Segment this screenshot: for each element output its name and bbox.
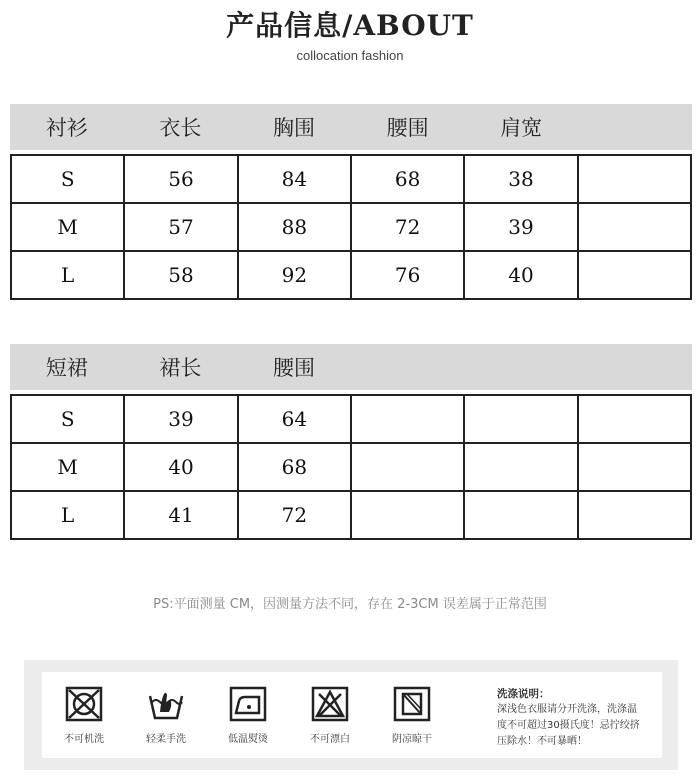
table-cell: 76 xyxy=(352,252,465,298)
table-cell: 68 xyxy=(239,444,352,490)
shirt-table-body xyxy=(10,154,692,300)
gentle-hand-wash-icon xyxy=(147,686,185,722)
header-cell: 胸围 xyxy=(272,116,315,140)
table-cell xyxy=(579,444,692,490)
care-label: 低温熨烫 xyxy=(228,734,268,745)
care-instructions-panel xyxy=(24,660,678,770)
table-cell xyxy=(579,396,692,442)
table-cell: 88 xyxy=(239,204,352,250)
table-cell xyxy=(579,204,692,250)
table-cell: 72 xyxy=(239,492,352,538)
table-row xyxy=(12,252,692,300)
care-item xyxy=(380,686,444,745)
table-cell: 58 xyxy=(125,252,238,298)
table-cell: 38 xyxy=(465,156,578,202)
care-label: 轻柔手洗 xyxy=(146,734,186,745)
table-cell: 39 xyxy=(465,204,578,250)
table-cell: 72 xyxy=(352,204,465,250)
skirt-table-body xyxy=(10,394,692,540)
table-cell: M xyxy=(12,444,125,490)
care-item xyxy=(52,686,116,745)
table-row xyxy=(12,156,692,204)
care-label: 不可机洗 xyxy=(64,734,104,745)
table-cell: M xyxy=(12,204,125,250)
table-cell: 68 xyxy=(352,156,465,202)
header-cell: 腰围 xyxy=(272,356,315,380)
care-label: 不可漂白 xyxy=(310,734,350,745)
header-cell: 裙长 xyxy=(159,356,202,380)
header-cell: 腰围 xyxy=(386,116,429,140)
table-cell: 56 xyxy=(125,156,238,202)
table-cell xyxy=(352,492,465,538)
table-cell: 92 xyxy=(239,252,352,298)
header-cell: 短裙 xyxy=(45,356,88,380)
table-cell xyxy=(579,252,692,298)
table-cell: L xyxy=(12,252,125,298)
table-cell: S xyxy=(12,156,125,202)
wash-instructions-line: 度不可超过30摄氏度！忌拧绞挤 xyxy=(497,720,640,731)
page-subtitle: collocation fashion xyxy=(296,48,404,63)
table-cell xyxy=(352,444,465,490)
table-cell xyxy=(465,396,578,442)
care-item xyxy=(134,686,198,745)
header-cell: 肩宽 xyxy=(500,116,543,140)
care-item xyxy=(298,686,362,745)
wash-instructions-line: 压除水！不可暴晒！ xyxy=(497,736,587,747)
header-cell: 衣长 xyxy=(159,116,202,140)
table-cell: L xyxy=(12,492,125,538)
table-row xyxy=(12,444,692,492)
table-cell: 39 xyxy=(125,396,238,442)
shade-dry-icon xyxy=(393,686,431,722)
wash-instructions-title: 洗涤说明： xyxy=(497,688,550,700)
table-cell: 40 xyxy=(465,252,578,298)
table-cell xyxy=(579,492,692,538)
wash-instructions xyxy=(497,686,657,750)
shirt-size-table xyxy=(10,104,692,300)
no-bleach-icon xyxy=(311,686,349,722)
table-row xyxy=(12,492,692,540)
table-cell: 64 xyxy=(239,396,352,442)
table-cell: S xyxy=(12,396,125,442)
no-machine-wash-icon xyxy=(65,686,103,722)
care-item xyxy=(216,686,280,745)
table-cell: 84 xyxy=(239,156,352,202)
skirt-table-header xyxy=(10,344,692,390)
table-cell: 41 xyxy=(125,492,238,538)
table-cell xyxy=(579,156,692,202)
table-row xyxy=(12,204,692,252)
page-title: 产品信息/ABOUT xyxy=(226,9,474,42)
low-temp-iron-icon xyxy=(229,686,267,722)
table-row xyxy=(12,396,692,444)
table-cell xyxy=(465,492,578,538)
care-label: 阴凉晾干 xyxy=(392,734,432,745)
shirt-table-header xyxy=(10,104,692,150)
table-cell: 40 xyxy=(125,444,238,490)
measurement-note: PS:平面测量 CM，因测量方法不同，存在 2-3CM 误差属于正常范围 xyxy=(153,597,547,612)
table-cell xyxy=(352,396,465,442)
header-cell: 衬衫 xyxy=(45,116,88,140)
table-cell xyxy=(465,444,578,490)
skirt-size-table xyxy=(10,344,692,540)
table-cell: 57 xyxy=(125,204,238,250)
wash-instructions-line: 深浅色衣服请分开洗涤，洗涤温 xyxy=(497,704,637,715)
